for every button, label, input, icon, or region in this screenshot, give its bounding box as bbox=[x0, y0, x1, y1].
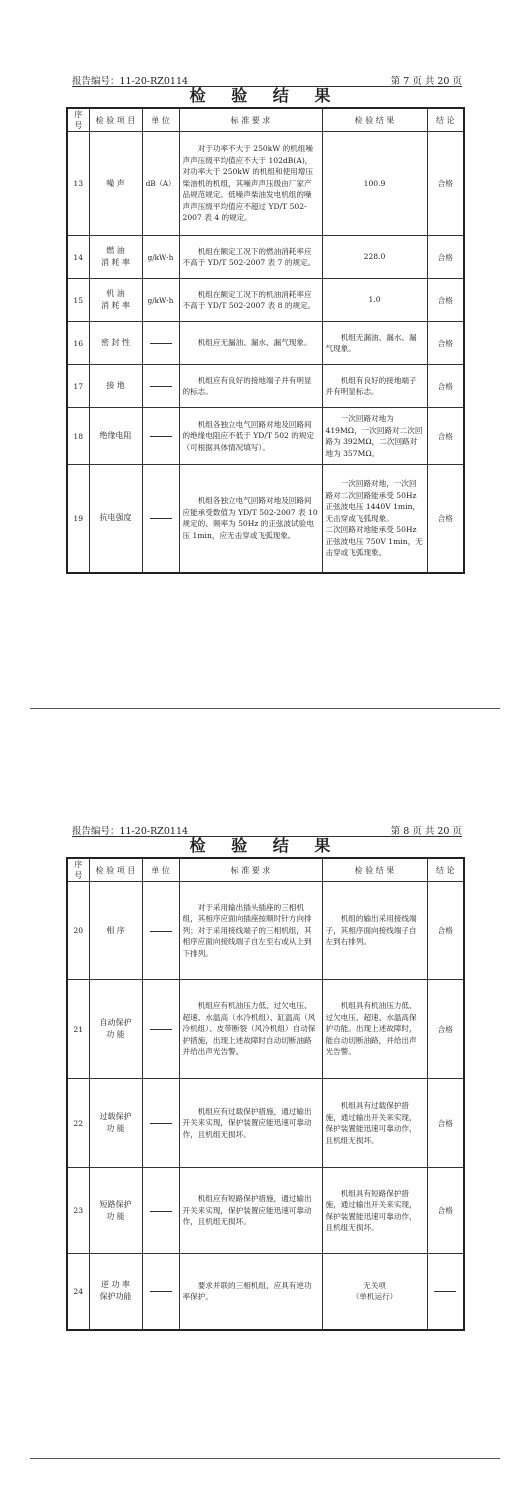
header-no: 序号 bbox=[67, 108, 89, 132]
row-unit bbox=[142, 1079, 179, 1168]
empty-dash bbox=[150, 1123, 172, 1124]
empty-dash bbox=[150, 1291, 172, 1292]
row-result: 机组有良好的接地端子并有明显标志。 bbox=[322, 365, 427, 408]
table-row bbox=[67, 1168, 464, 1254]
row-requirement: 机组各独立电气回路对地及回路间的绝缘电阻应不低于 YD/T 502 的规定（可根据具体情况填写）。 bbox=[179, 408, 322, 465]
row-item: 短路保护 功 能 bbox=[89, 1168, 142, 1254]
row-conclusion bbox=[427, 1254, 464, 1330]
table-row bbox=[67, 322, 464, 365]
row-item: 自动保护 功 能 bbox=[89, 980, 142, 1079]
header-conclusion: 结 论 bbox=[427, 108, 464, 132]
row-unit bbox=[142, 465, 179, 573]
row-result: 机组具有短路保护措施，通过输出开关来实现，保护装置能迅速可靠动作，且机组无损坏。 bbox=[322, 1168, 427, 1254]
header-requirement: 标 准 要 求 bbox=[179, 108, 322, 132]
row-conclusion: 合格 bbox=[427, 279, 464, 322]
row-requirement: 机组应有良好的接地端子并有明显的标志。 bbox=[179, 365, 322, 408]
table-row bbox=[67, 236, 464, 279]
row-result: 1.0 bbox=[322, 279, 427, 322]
row-requirement: 机组应有短路保护措施，通过输出开关来实现，保护装置应能迅速可靠动作，且机组无损坏。 bbox=[179, 1168, 322, 1254]
row-result: 机组具有过载保护措施，通过输出开关来实现，保护装置能迅速可靠动作，且机组无损坏。 bbox=[322, 1079, 427, 1168]
row-item: 过载保护 功 能 bbox=[89, 1079, 142, 1168]
header-unit: 单 位 bbox=[142, 858, 179, 882]
row-item: 相 序 bbox=[89, 882, 142, 980]
row-requirement: 机组各独立电气回路对地及回路间应能承受数值为 YD/T 502-2007 表 10 规定的、频率为 50Hz 的正弦波试验电压 1min，应无击穿或飞弧现象。 bbox=[179, 465, 322, 573]
row-unit bbox=[142, 1168, 179, 1254]
header-no: 序号 bbox=[67, 858, 89, 882]
row-unit bbox=[142, 980, 179, 1079]
table-row bbox=[67, 132, 464, 236]
row-requirement: 机组应有过载保护措施，通过输出开关来实现，保护装置应能迅速可靠动作，且机组无损坏。 bbox=[179, 1079, 322, 1168]
table-row bbox=[67, 465, 464, 573]
row-number: 14 bbox=[67, 236, 89, 279]
page-info: 第 8 页 共 20 页 bbox=[390, 826, 462, 837]
empty-dash bbox=[150, 343, 172, 344]
row-unit bbox=[142, 1254, 179, 1330]
table-row bbox=[67, 882, 464, 980]
row-item: 接 地 bbox=[89, 365, 142, 408]
results-table bbox=[66, 107, 465, 574]
row-conclusion: 合格 bbox=[427, 132, 464, 236]
row-number: 22 bbox=[67, 1079, 89, 1168]
table-row bbox=[67, 408, 464, 465]
row-number: 24 bbox=[67, 1254, 89, 1330]
row-result: 一次回路对地，一次回路对二次回路能承受 50Hz 正弦波电压 1440V 1min，无击穿或飞弧现象。 二次回路对地能承受 50Hz 正弦波电压 750V 1min，无击穿或飞弧现象。 bbox=[322, 465, 427, 573]
table-row bbox=[67, 365, 464, 408]
row-number: 13 bbox=[67, 132, 89, 236]
row-number: 16 bbox=[67, 322, 89, 365]
row-item: 抗电强度 bbox=[89, 465, 142, 573]
row-number: 17 bbox=[67, 365, 89, 408]
row-item: 密 封 性 bbox=[89, 322, 142, 365]
row-requirement: 机组应无漏油、漏水、漏气现象。 bbox=[179, 322, 322, 365]
row-unit: dB（A） bbox=[142, 132, 179, 236]
row-conclusion: 合格 bbox=[427, 322, 464, 365]
row-requirement: 对于功率不大于 250kW 的机组噪声声压级平均值应不大于 102dB(A)，对功率大于 250kW 的机组和使用增压柴油机的机组，其噪声声压级由厂家产品规范规定。低噪声柴油发电机组的噪声声压级平均值应不超过 YD/T 502-2007 表 4 的规定。 bbox=[179, 132, 322, 236]
header-result: 检 验 结 果 bbox=[322, 858, 427, 882]
row-conclusion: 合格 bbox=[427, 980, 464, 1079]
row-result: 一次回路对地为 419MΩ，一次回路对二次回路为 392MΩ，二次回路对地为 357MΩ。 bbox=[322, 408, 427, 465]
row-requirement: 对于采用输出插头插座的三相机组，其相序应面向插座按顺时针方向排列；对于采用接线端子的三相机组，其相序应面向接线端子自左至右或从上到下排列。 bbox=[179, 882, 322, 980]
row-conclusion: 合格 bbox=[427, 1079, 464, 1168]
row-item: 绝缘电阻 bbox=[89, 408, 142, 465]
row-item: 噪 声 bbox=[89, 132, 142, 236]
row-number: 18 bbox=[67, 408, 89, 465]
empty-dash bbox=[434, 1291, 456, 1292]
row-conclusion: 合格 bbox=[427, 236, 464, 279]
row-item: 机 油 消 耗 率 bbox=[89, 279, 142, 322]
report-number: 报告编号：11-20-RZ0114 bbox=[72, 76, 189, 87]
row-result: 机组的输出采用接线端子，其相序面向接线端子自左到右排列。 bbox=[322, 882, 427, 980]
row-conclusion: 合格 bbox=[427, 365, 464, 408]
table-row bbox=[67, 1254, 464, 1330]
row-number: 21 bbox=[67, 980, 89, 1079]
report-page-8 bbox=[0, 750, 530, 1500]
row-number: 15 bbox=[67, 279, 89, 322]
row-unit bbox=[142, 365, 179, 408]
results-table bbox=[66, 857, 465, 1331]
header-requirement: 标 准 要 求 bbox=[179, 858, 322, 882]
header-conclusion: 结 论 bbox=[427, 858, 464, 882]
page-separator bbox=[30, 1458, 500, 1459]
row-result: 机组具有机油压力低、过欠电压、超速、水温高保护功能。出现上述故障时，能自动切断油路，并给出声光告警。 bbox=[322, 980, 427, 1079]
page-title: 检 验 结 果 bbox=[189, 836, 341, 855]
row-result: 无关项 （单机运行） bbox=[322, 1254, 427, 1330]
page-title: 检 验 结 果 bbox=[189, 86, 341, 105]
table-header-row bbox=[67, 858, 464, 882]
row-unit: g/kW·h bbox=[142, 279, 179, 322]
row-requirement: 要求并联的三相机组，应具有逆功率保护。 bbox=[179, 1254, 322, 1330]
row-requirement: 机组在额定工况下的机油消耗率应不高于 YD/T 502-2007 表 8 的规定。 bbox=[179, 279, 322, 322]
row-unit: g/kW·h bbox=[142, 236, 179, 279]
row-unit bbox=[142, 322, 179, 365]
header-result: 检 验 结 果 bbox=[322, 108, 427, 132]
table-row bbox=[67, 1079, 464, 1168]
row-result: 100.9 bbox=[322, 132, 427, 236]
row-conclusion: 合格 bbox=[427, 882, 464, 980]
report-number: 报告编号：11-20-RZ0114 bbox=[72, 826, 189, 837]
empty-dash bbox=[150, 1211, 172, 1212]
header-item: 检 验 项 目 bbox=[89, 108, 142, 132]
row-item: 燃 油 消 耗 率 bbox=[89, 236, 142, 279]
empty-dash bbox=[150, 518, 172, 519]
row-number: 20 bbox=[67, 882, 89, 980]
table-header-row bbox=[67, 108, 464, 132]
row-result: 228.0 bbox=[322, 236, 427, 279]
header-unit: 单 位 bbox=[142, 108, 179, 132]
page-separator bbox=[30, 708, 500, 709]
row-number: 23 bbox=[67, 1168, 89, 1254]
row-conclusion: 合格 bbox=[427, 465, 464, 573]
empty-dash bbox=[150, 931, 172, 932]
row-requirement: 机组应有机油压力低、过欠电压、超速、水温高（水冷机组）、缸温高（风冷机组）、皮带断裂（风冷机组）自动保护措施，出现上述故障时自动切断油路并给出声光告警。 bbox=[179, 980, 322, 1079]
table-row bbox=[67, 980, 464, 1079]
header-item: 检 验 项 目 bbox=[89, 858, 142, 882]
empty-dash bbox=[150, 1029, 172, 1030]
row-requirement: 机组在额定工况下的燃油消耗率应不高于 YD/T 502-2007 表 7 的规定。 bbox=[179, 236, 322, 279]
row-result: 机组无漏油、漏水、漏气现象。 bbox=[322, 322, 427, 365]
row-conclusion: 合格 bbox=[427, 408, 464, 465]
table-row bbox=[67, 279, 464, 322]
page-info: 第 7 页 共 20 页 bbox=[390, 76, 462, 87]
row-unit bbox=[142, 408, 179, 465]
row-item: 逆 功 率 保护功能 bbox=[89, 1254, 142, 1330]
row-conclusion: 合格 bbox=[427, 1168, 464, 1254]
empty-dash bbox=[150, 436, 172, 437]
empty-dash bbox=[150, 386, 172, 387]
row-number: 19 bbox=[67, 465, 89, 573]
row-unit bbox=[142, 882, 179, 980]
